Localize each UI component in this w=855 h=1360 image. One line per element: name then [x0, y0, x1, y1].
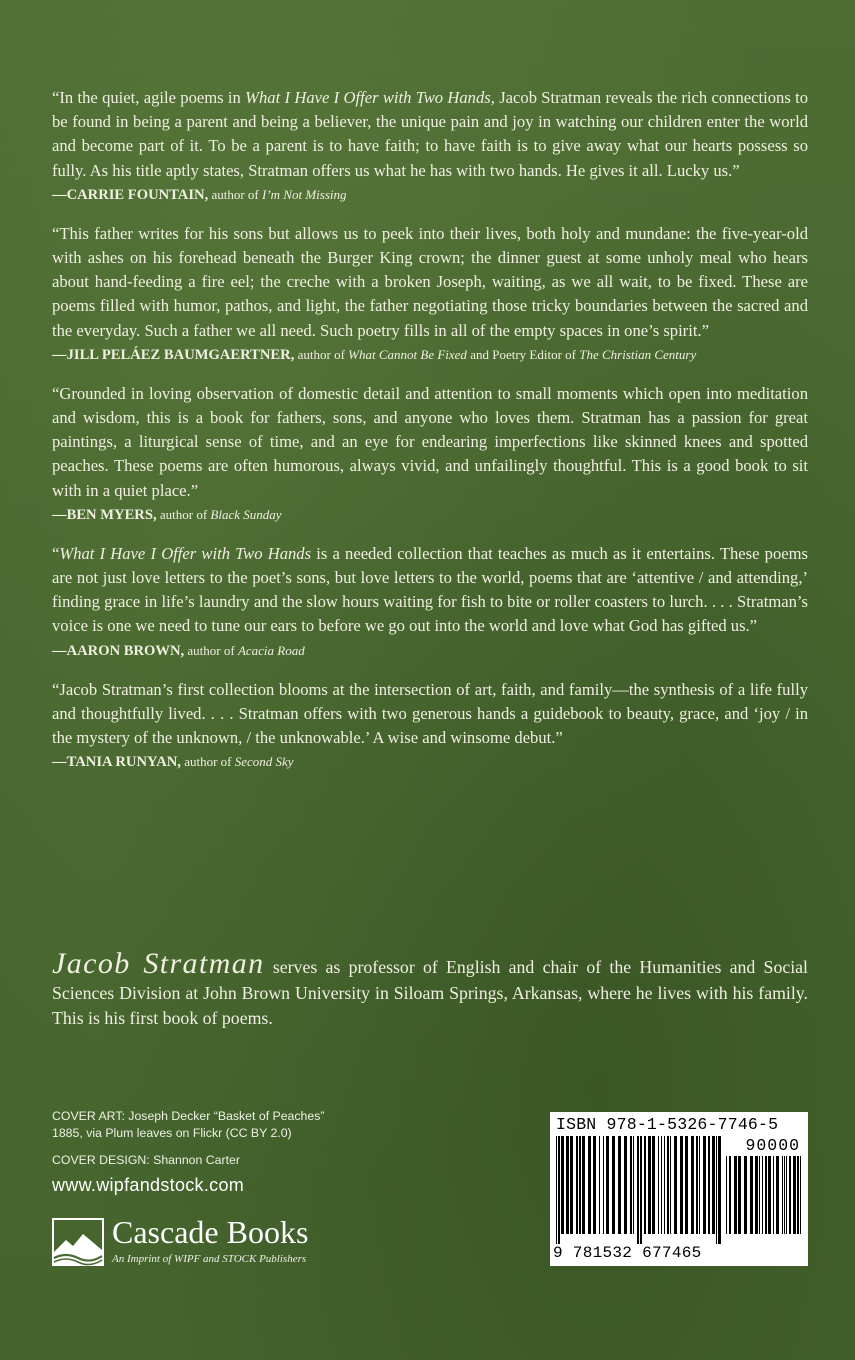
endorsement-quote: “In the quiet, agile poems in What I Have I Offer with Two Hands, Jacob Stratman reveals the rich connections to be found in being a parent and being a believer, the unique pain and joy in watching our children enter the world and become part of it. To be a parent is to have faith; to have faith is to give away what our hearts possess so fully. As his title aptly states, Stratman offers us what he has with two hands. He gives it all. Lucky us.”	[52, 88, 808, 180]
cover-credits	[52, 1108, 324, 1169]
endorser-work: Black Sunday	[210, 506, 282, 522]
book-title: What I Have I Offer with Two Hands	[59, 543, 312, 563]
endorsement-2	[52, 222, 808, 364]
cover-art-credit-detail: 1885, via Plum leaves on Flickr (CC BY 2.0)	[52, 1126, 292, 1140]
isbn-number: ISBN 978-1-5326-7746-5	[556, 1115, 779, 1134]
endorsement-4	[52, 542, 808, 660]
endorsement-3	[52, 382, 808, 524]
cover-design-credit: COVER DESIGN: Shannon Carter	[52, 1153, 240, 1167]
publisher-logo	[52, 1214, 372, 1274]
endorsement-quote: “Grounded in loving observation of domestic detail and attention to small moments which open into meditation and wisdom, this is a book for fathers, sons, and anyone who loves them. Stratman has a passion for great paintings, a liturgical sense of time, and an eye for endearing imperfections like skinned knees and spotted peaches. These poems are often humorous, always vivid, and unfailingly thoughtful. This is a good book to sit with in a quiet place.”	[52, 383, 808, 500]
endorsement-attribution: —BEN MYERS, author of Black Sunday	[52, 506, 282, 523]
publisher-tagline: An Imprint of WIPF and STOCK Publishers	[112, 1253, 307, 1265]
endorser-name: —CARRIE FOUNTAIN,	[52, 186, 209, 203]
endorsement-quote: “This father writes for his sons but allows us to peek into their lives, both holy and mundane: the five-year-old with ashes on his forehead beneath the Burger King crown; the dinner guest at some unholy meal who hears about hand-feeding a fire eel; the creche with a broken Joseph, waiting, as we all wait, to be fixed. These are poems filled with humor, pathos, and light, the father negotiating those tricky boundaries between the sacred and the everyday. Such a father we all need. Such poetry fills in all of the empty spaces in one’s spirit.”	[52, 223, 808, 340]
book-title: What I Have I Offer with Two Hands	[245, 88, 491, 107]
endorser-name: —TANIA RUNYAN,	[52, 754, 181, 771]
author-bio-text: serves as professor of English and chair of the Humanities and Social Sciences Division at John Brown University in Siloam Springs, Arkansas, where he lives with his family. This is his first book of poems.	[52, 957, 808, 1028]
endorser-work: Second Sky	[234, 754, 294, 770]
endorsement-attribution: —JILL PELÁEZ BAUMGAERTNER, author of What Cannot Be Fixed and Poetry Editor of The Christian Century	[52, 346, 697, 363]
endorsement-5	[52, 678, 808, 772]
barcode-addon-bars	[726, 1156, 802, 1244]
publisher-name: Cascade Books	[112, 1214, 309, 1250]
barcode-bars	[556, 1136, 722, 1244]
endorser-name: —JILL PELÁEZ BAUMGAERTNER,	[52, 346, 295, 363]
author-bio	[52, 947, 808, 1032]
endorsement-attribution: —AARON BROWN, author of Acacia Road	[52, 642, 305, 659]
isbn-barcode	[550, 1112, 808, 1266]
barcode-digits: 9 781532 677465	[553, 1244, 702, 1262]
author-name: Jacob Stratman	[52, 947, 265, 980]
endorsement-quote: “Jacob Stratman’s first collection blooms at the intersection of art, faith, and family—the synthesis of a life fully and thoughtfully lived. . . . Stratman offers with two generous hands a guidebook to beauty, grace, and ‘joy / in the mystery of the unknown, / the unknowable.’ A wise and winsome debut.”	[52, 679, 808, 748]
endorser-work-2: The Christian Century	[579, 346, 697, 362]
endorsement-1	[52, 86, 808, 204]
endorsements	[52, 86, 808, 789]
endorsement-attribution: —TANIA RUNYAN, author of Second Sky	[52, 754, 294, 771]
publisher-website: www.wipfandstock.com	[52, 1175, 245, 1195]
cover-art-credit: COVER ART: Joseph Decker “Basket of Peaches”	[52, 1109, 325, 1123]
endorser-work: What Cannot Be Fixed	[348, 346, 467, 362]
endorser-work: I’m Not Missing	[262, 186, 347, 202]
endorsement-quote: “What I Have I Offer with Two Hands is a needed collection that teaches as much as it entertains. These poems are not just love letters to the poet’s sons, but love letters to the world, poems that are ‘attentive / and attending,’ finding grace in life’s laundry and the slow hours waiting for fish to bite or roller coasters to lurch. . . . Stratman’s voice is one we need to tune our ears to before we go out into the world and love what God has gifted us.”	[52, 543, 808, 636]
endorser-work: Acacia Road	[237, 642, 305, 658]
endorser-name: —AARON BROWN,	[52, 642, 185, 659]
endorser-name: —BEN MYERS,	[52, 506, 157, 523]
price-code: 90000	[745, 1136, 800, 1155]
mountain-logo-icon	[52, 1218, 104, 1266]
endorsement-attribution: —CARRIE FOUNTAIN, author of I’m Not Missing	[52, 186, 347, 203]
